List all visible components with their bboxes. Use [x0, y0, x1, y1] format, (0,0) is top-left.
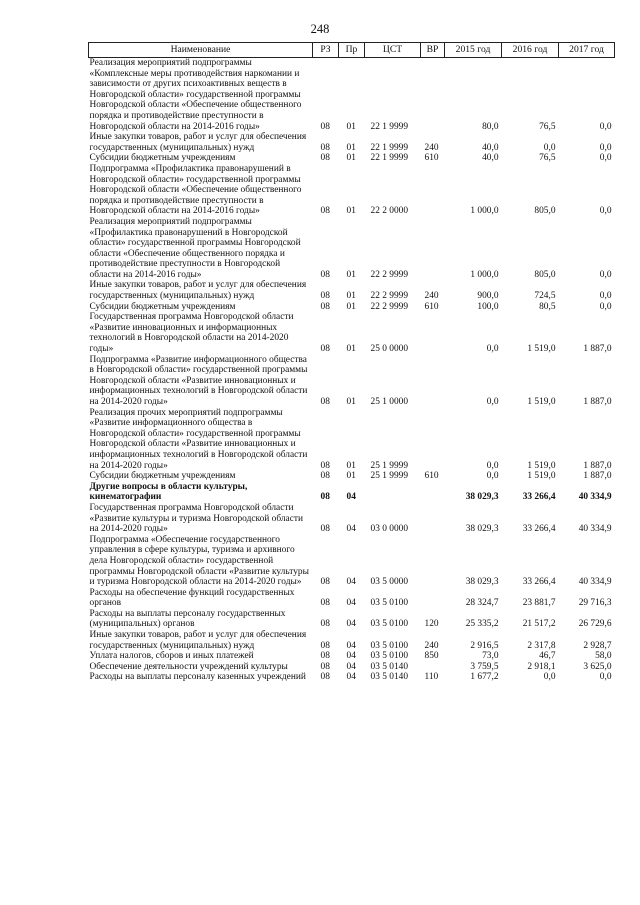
cell-cst: 03 5 0100 [370, 598, 408, 609]
cell-vr: 610 [424, 153, 439, 164]
table-row [89, 651, 615, 662]
cell-2017: 1 887,0 [583, 344, 612, 355]
cell-name: Обеспечение деятельности учреждений культуры [89, 661, 288, 672]
cell-2016: 46,7 [539, 651, 556, 662]
cell-2017: 2 928,7 [583, 640, 612, 651]
cell-rz: 08 [320, 577, 330, 588]
column-header-2015: 2015 год [445, 43, 502, 58]
cell-cst: 03 5 0140 [370, 672, 408, 683]
table-row [89, 153, 615, 164]
cell-2017: 0,0 [599, 291, 612, 302]
cell-pr: 01 [346, 471, 356, 482]
cell-pr: 04 [346, 524, 356, 535]
cell-rz: 08 [320, 672, 330, 683]
table-row [89, 588, 615, 609]
cell-name: Субсидии бюджетным учреждениям [89, 153, 236, 164]
cell-rz: 08 [320, 344, 330, 355]
cell-cst: 03 0 0000 [370, 524, 408, 535]
cell-2017: 0,0 [599, 269, 612, 280]
cell-vr: 610 [424, 471, 439, 482]
cell-pr: 01 [346, 269, 356, 280]
cell-2016: 1 519,0 [527, 344, 556, 355]
cell-2017: 0,0 [599, 672, 612, 683]
table-row [89, 408, 615, 472]
table-row [89, 164, 615, 217]
cell-vr [421, 355, 445, 408]
table-row [89, 471, 615, 482]
table-row [89, 312, 615, 354]
cell-2017: 29 716,3 [578, 598, 612, 609]
table-row [89, 132, 615, 153]
cell-rz: 08 [320, 598, 330, 609]
cell-2016: 76,5 [539, 153, 556, 164]
cell-vr [421, 482, 445, 503]
cell-name: Уплата налогов, сборов и иных платежей [89, 651, 254, 662]
cell-2017: 40 334,9 [578, 492, 612, 503]
cell-2017: 0,0 [599, 153, 612, 164]
cell-vr [421, 164, 445, 217]
cell-2015: 40,0 [482, 142, 499, 153]
cell-name: Государственная программа Новгородской области «Развитие культуры и туризма Новгородской области на 2014-2020 годы» [89, 502, 303, 535]
cell-2015: 40,0 [482, 153, 499, 164]
cell-pr: 04 [346, 619, 356, 630]
table-body [89, 58, 615, 684]
cell-cst: 25 1 9999 [370, 471, 408, 482]
cell-2016: 2 317,8 [527, 640, 556, 651]
cell-2017: 0,0 [599, 206, 612, 217]
cell-cst: 22 2 0000 [370, 206, 408, 217]
cell-2015: 100,0 [477, 301, 499, 312]
cell-name: Реализация мероприятий подпрограммы «Профилактика правонарушений в Новгородской области» государственной программы Новгородской области «Обеспечение общественного порядка и противодействие преступности в Новгородской области на 2014-2016 годы» [89, 216, 301, 280]
cell-cst: 25 0 0000 [370, 344, 408, 355]
cell-rz: 08 [320, 492, 330, 503]
cell-vr [421, 503, 445, 535]
cell-2016: 1 519,0 [527, 460, 556, 471]
cell-vr [421, 408, 445, 472]
cell-vr: 240 [424, 291, 439, 302]
cell-name: Иные закупки товаров, работ и услуг для обеспечения государственных (муниципальных) нужд [89, 132, 307, 153]
cell-rz: 08 [320, 206, 330, 217]
cell-pr: 01 [346, 121, 356, 132]
cell-name: Иные закупки товаров, работ и услуг для обеспечения государственных (муниципальных) нужд [89, 630, 307, 651]
cell-2015: 38 029,3 [465, 524, 499, 535]
cell-2015: 28 324,7 [465, 598, 499, 609]
cell-name: Подпрограмма «Развитие информационного общества в Новгородской области» государственной программы Новгородской области «Развитие инновационных и информационных технологий в Новгородской области на 2014-2020 годы» [89, 354, 308, 407]
cell-2017: 0,0 [599, 121, 612, 132]
cell-name: Подпрограмма «Профилактика правонарушений в Новгородской области» государственной программы Новгородской области «Обеспечение общественного порядка и противодействие преступности в Новгородской области на 2014-2016 годы» [89, 163, 302, 217]
cell-2016: 0,0 [543, 672, 556, 683]
cell-2017: 40 334,9 [578, 577, 612, 588]
column-header-2017: 2017 год [559, 43, 615, 58]
cell-cst: 03 5 0100 [370, 640, 408, 651]
cell-2016: 21 517,2 [522, 619, 556, 630]
cell-2015: 900,0 [477, 291, 499, 302]
cell-rz: 08 [320, 460, 330, 471]
cell-cst: 25 1 0000 [370, 397, 408, 407]
budget-table [88, 42, 615, 683]
cell-vr: 850 [424, 651, 439, 662]
cell-vr: 110 [424, 672, 439, 683]
cell-2016: 80,5 [539, 301, 556, 312]
cell-name: Реализация прочих мероприятий подпрограммы «Развитие информационного общества в Новгородской области» государственной программы Новгородской области «Развитие инновационных и информационных технологий в Новгородской области на 2014-2020 годы» [89, 407, 308, 471]
cell-cst: 03 5 0000 [370, 577, 408, 588]
cell-cst [365, 482, 421, 503]
column-header-rz: РЗ [313, 43, 339, 58]
cell-rz: 08 [320, 301, 330, 312]
cell-2016: 1 519,0 [527, 471, 556, 482]
cell-pr: 04 [346, 577, 356, 588]
table-row [89, 535, 615, 588]
cell-rz: 08 [320, 651, 330, 662]
cell-2015: 73,0 [482, 651, 499, 662]
cell-cst: 22 1 9999 [370, 121, 408, 132]
cell-2016: 76,5 [539, 121, 556, 132]
cell-2016: 33 266,4 [522, 524, 556, 535]
cell-2017: 1 887,0 [583, 471, 612, 482]
cell-name: Государственная программа Новгородской области «Развитие инновационных и информационных технологий в Новгородской области на 2014-2020 годы» [89, 312, 294, 355]
cell-rz: 08 [320, 619, 330, 630]
cell-2015: 38 029,3 [465, 577, 499, 588]
cell-vr [421, 312, 445, 354]
cell-cst: 22 1 9999 [370, 153, 408, 164]
table-row [89, 609, 615, 630]
cell-2016: 23 881,7 [522, 598, 556, 609]
cell-2016: 805,0 [534, 206, 556, 217]
cell-cst: 22 1 9999 [370, 142, 408, 153]
cell-2015: 2 916,5 [470, 640, 499, 651]
cell-pr: 01 [346, 397, 356, 407]
cell-pr: 01 [346, 206, 356, 217]
cell-rz: 08 [320, 661, 330, 672]
cell-cst: 22 2 9999 [370, 269, 408, 280]
cell-vr: 240 [424, 142, 439, 153]
cell-2015: 25 335,2 [465, 619, 499, 630]
table-row [89, 630, 615, 651]
cell-name: Субсидии бюджетным учреждениям [89, 471, 236, 482]
cell-2016: 0,0 [543, 142, 556, 153]
cell-rz: 08 [320, 142, 330, 153]
cell-2015: 0,0 [486, 344, 499, 355]
table-header [89, 43, 615, 58]
cell-cst: 22 2 9999 [370, 301, 408, 312]
column-header-vr: ВР [421, 43, 445, 58]
cell-vr: 120 [424, 619, 439, 630]
cell-rz: 08 [320, 397, 330, 407]
cell-vr [421, 217, 445, 281]
cell-rz: 08 [320, 269, 330, 280]
cell-2016: 805,0 [534, 269, 556, 280]
cell-cst: 03 5 0100 [370, 651, 408, 662]
table-row [89, 482, 615, 503]
cell-2017: 3 625,0 [583, 661, 612, 672]
cell-2017: 0,0 [599, 142, 612, 153]
cell-vr: 610 [424, 301, 439, 312]
cell-rz: 08 [320, 524, 330, 535]
table-row [89, 503, 615, 535]
cell-vr: 240 [424, 640, 439, 651]
cell-pr: 04 [346, 651, 356, 662]
cell-rz: 08 [320, 471, 330, 482]
cell-2016: 1 519,0 [527, 397, 556, 407]
header-row [89, 43, 615, 58]
table-row [89, 217, 615, 281]
column-header-cst: ЦСТ [365, 43, 421, 58]
cell-2015: 80,0 [482, 121, 499, 132]
cell-2017: 40 334,9 [578, 524, 612, 535]
cell-2015: 38 029,3 [465, 492, 499, 503]
cell-2015: 1 677,2 [470, 672, 499, 683]
cell-vr [421, 58, 445, 133]
cell-2017: 1 887,0 [583, 460, 612, 471]
cell-name: Субсидии бюджетным учреждениям [89, 301, 236, 312]
cell-rz: 08 [320, 291, 330, 302]
cell-pr: 01 [346, 301, 356, 312]
cell-name: Расходы на обеспечение функций государственных органов [89, 587, 295, 609]
cell-2017: 0,0 [599, 301, 612, 312]
cell-pr: 01 [346, 142, 356, 153]
table-row [89, 355, 615, 408]
cell-pr: 01 [346, 153, 356, 164]
cell-2015: 1 000,0 [470, 206, 499, 217]
cell-cst: 03 5 0100 [370, 619, 408, 630]
cell-vr [421, 535, 445, 588]
table-row [89, 302, 615, 313]
column-header-2016: 2016 год [502, 43, 559, 58]
cell-2015: 1 000,0 [470, 269, 499, 280]
cell-name: Расходы на выплаты персоналу государственных (муниципальных) органов [89, 608, 286, 630]
cell-name: Расходы на выплаты персоналу казенных учреждений [89, 672, 306, 683]
cell-vr [421, 588, 445, 609]
cell-name: Реализация мероприятий подпрограммы «Комплексные меры противодействия наркомании и зависимости от других психоактивных веществ в Новгородской области» государственной программы Новгородской области «Обеспечение общественного порядка и противодействие преступности в Новгородской области на 2014-2016 годы» [89, 58, 302, 132]
table-row [89, 672, 615, 683]
cell-pr: 01 [346, 460, 356, 471]
cell-2015: 0,0 [486, 460, 499, 471]
cell-2017: 1 887,0 [583, 397, 612, 407]
cell-name: Иные закупки товаров, работ и услуг для обеспечения государственных (муниципальных) нужд [89, 280, 307, 302]
cell-cst: 22 2 9999 [370, 291, 408, 302]
cell-2016: 724,5 [534, 291, 556, 302]
column-header-name: Наименование [89, 43, 313, 58]
cell-2015: 0,0 [486, 397, 499, 407]
cell-rz: 08 [320, 153, 330, 164]
cell-pr: 04 [346, 640, 356, 651]
cell-2016: 33 266,4 [522, 577, 556, 588]
cell-2015: 3 759,5 [470, 661, 499, 672]
cell-rz: 08 [320, 640, 330, 651]
table-row [89, 280, 615, 301]
cell-pr: 04 [346, 492, 356, 503]
table-row [89, 662, 615, 673]
cell-2016: 2 918,1 [527, 661, 556, 672]
column-header-pr: Пр [339, 43, 365, 58]
cell-name: Другие вопросы в области культуры, кинематографии [89, 481, 248, 503]
page-number: 248 [310, 22, 330, 36]
cell-pr: 04 [346, 598, 356, 609]
cell-2017: 26 729,6 [578, 619, 612, 630]
cell-pr: 04 [346, 672, 356, 683]
cell-rz: 08 [320, 121, 330, 132]
cell-2017: 58,0 [595, 651, 612, 662]
cell-cst: 25 1 9999 [370, 460, 408, 471]
cell-pr: 01 [346, 344, 356, 355]
cell-pr: 04 [346, 661, 356, 672]
cell-2015: 0,0 [486, 471, 499, 482]
cell-name: Подпрограмма «Обеспечение государственного управления в сфере культуры, туризма и архивного дела Новгородской области» государственной программы Новгородской области «Развитие культуры и туризма Новгородской области на 2014-2020 годы» [89, 534, 309, 588]
cell-cst: 03 5 0140 [370, 661, 408, 672]
cell-vr [421, 662, 445, 673]
table-row [89, 58, 615, 133]
cell-2016: 33 266,4 [522, 492, 556, 503]
cell-pr: 01 [346, 291, 356, 302]
